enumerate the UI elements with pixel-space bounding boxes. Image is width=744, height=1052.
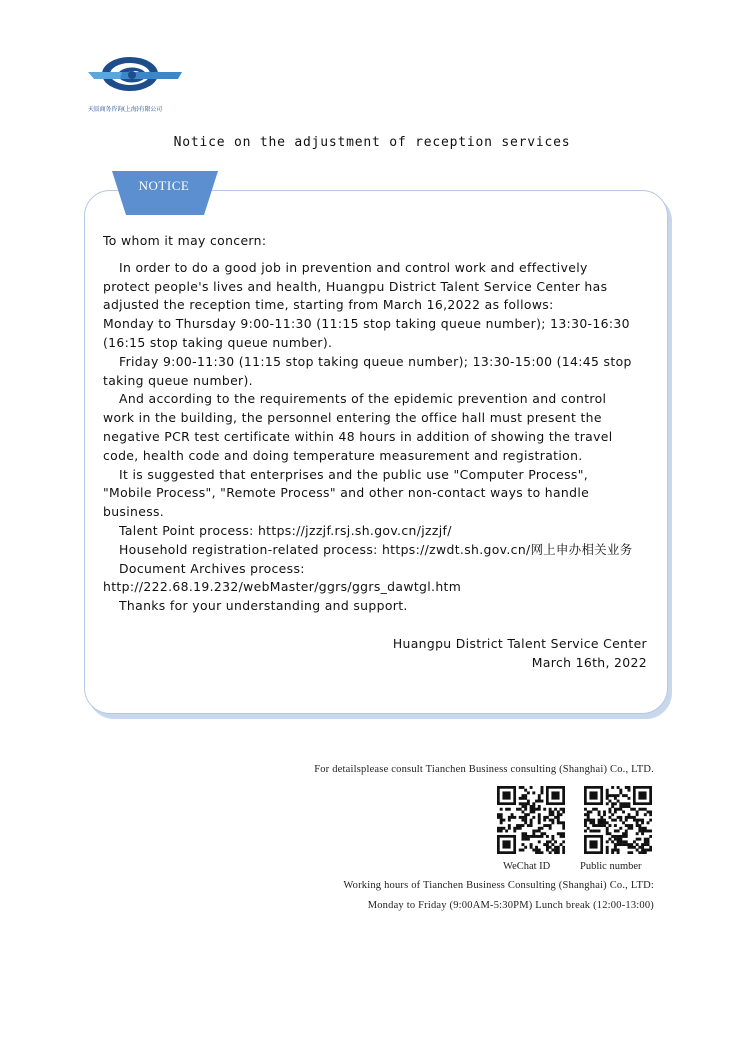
public-number-qr-code [584,786,652,854]
household-link-line: Household registration-related process: https://zwdt.sh.gov.cn/网上申办相关业务 [119,541,633,557]
paragraph-line: It is suggested that enterprises and the public use "Computer Process", [119,466,589,482]
working-hours-title: Working hours of Tianchen Business Consulting (Shanghai) Co., LTD: [343,880,654,891]
paragraph-line: negative PCR test certificate within 48 hours in addition of showing the travel [103,428,613,444]
notice-tab [112,171,220,216]
wechat-qr-code [497,786,565,854]
paragraph-line: protect people's lives and health, Huangpu District Talent Service Center has [103,278,608,294]
signature-date: March 16th, 2022 [531,654,647,670]
paragraph-line: Document Archives process: [119,560,305,576]
talent-point-link-line: Talent Point process: https://jzzjf.rsj.sh.gov.cn/jzzjf/ [119,522,452,538]
consult-line: For detailsplease consult Tianchen Business consulting (Shanghai) Co., LTD. [314,764,654,775]
paragraph-line: Friday 9:00-11:30 (11:15 stop taking queue number); 13:30-15:00 (14:45 stop [119,353,632,369]
archives-link-line: http://222.68.19.232/webMaster/ggrs/ggrs_dawtgl.htm [103,579,462,595]
paragraph-line: code, health code and doing temperature measurement and registration. [103,447,583,463]
paragraph-line: In order to do a good job in prevention and control work and effectively [119,259,588,275]
paragraph-line: taking queue number). [103,372,253,388]
working-hours: Monday to Friday (9:00AM-5:30PM) Lunch break (12:00-13:00) [367,900,654,911]
paragraph-line: business. [103,504,165,520]
wechat-id-label: WeChat ID [503,861,551,872]
page-title: Notice on the adjustment of reception services [173,135,571,150]
signature-org: Huangpu District Talent Service Center [392,635,647,651]
paragraph-line: And according to the requirements of the epidemic prevention and control [119,391,607,407]
logo-caption: 天辰商务咨询(上海)有限公司 [88,106,162,113]
letter-body [103,232,655,673]
greeting: To whom it may concern: [103,233,267,248]
paragraph-line: adjusted the reception time, starting from March 16,2022 as follows: [103,297,554,313]
paragraph-line: Monday to Thursday 9:00-11:30 (11:15 stop taking queue number); 13:30-16:30 [103,316,630,332]
notice-label: NOTICE [138,178,190,193]
paragraph-line: work in the building, the personnel entering the office hall must present the [103,410,602,426]
public-number-label: Public number [580,861,642,872]
paragraph-line: "Mobile Process", "Remote Process" and other non-contact ways to handle [103,485,590,501]
paragraph-line: Thanks for your understanding and support. [119,598,408,614]
paragraph-line: (16:15 stop taking queue number). [103,334,333,350]
